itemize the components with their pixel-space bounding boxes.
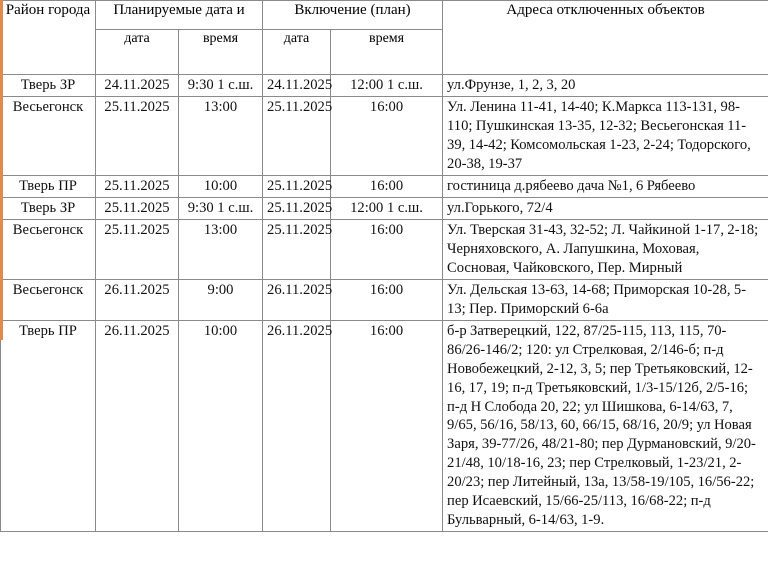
cell-district: Тверь ЗР xyxy=(1,75,96,97)
cell-restoration-date: 26.11.2025 xyxy=(263,320,331,532)
cell-district: Весьегонск xyxy=(1,279,96,320)
table-row xyxy=(1,175,768,197)
cell-shutdown-date: 26.11.2025 xyxy=(96,320,179,532)
cell-restoration-date: 25.11.2025 xyxy=(263,175,331,197)
column-header-restoration-time: время xyxy=(331,30,443,75)
cell-shutdown-time: 9:30 1 с.ш. xyxy=(179,75,263,97)
column-header-shutdown-time: время xyxy=(179,30,263,75)
cell-restoration-date: 25.11.2025 xyxy=(263,96,331,175)
cell-addresses: Ул. Ленина 11-41, 14-40; К.Маркса 113-131, 98-110; Пушкинская 13-35, 12-32; Весьегонская 11-39, 14-42; Комсомольская 1-23, 2-24; Тодорского, 20-38, 19-37 xyxy=(443,96,768,175)
cell-restoration-date: 25.11.2025 xyxy=(263,197,331,219)
cell-restoration-date: 24.11.2025 xyxy=(263,75,331,97)
cell-shutdown-time: 10:00 xyxy=(179,320,263,532)
column-header-planned-shutdown-group xyxy=(96,1,263,30)
cell-shutdown-date: 24.11.2025 xyxy=(96,75,179,97)
cell-shutdown-date: 25.11.2025 xyxy=(96,219,179,279)
table-header xyxy=(1,1,768,75)
cell-restoration-time: 12:00 1 с.ш. xyxy=(331,197,443,219)
cell-addresses: б-р Затверецкий, 122, 87/25-115, 113, 115, 70-86/26-146/2; 120: ул Стрелковая, 2/146-б; п-д Новобежецкий, 2-12, 3, 5; пер Третьяковский, 12-16, 17, 19; п-д Третьяковский, 1/3-15/12б, 2/5-16; п-д Н Слобода 20, 22; ул Шишкова, 6-14/63, 7, 9/65, 56/16, 58/13, 60, 66/15, 68/16, 20/9; ул Новая Заря, 39-77/26, 48/21-80; пер Дурмановский, 9/20-21/48, 10/18-16, 23; пер Стрелковый, 1-23/21, 2-20/23; пер Литейный, 13а, 13/58-19/105, 16/56-22; пер Исаевский, 15/66-25/113, 16/68-22; п-д Бульварный, 6-14/63, 1-9. xyxy=(443,320,768,532)
cell-shutdown-time: 9:00 xyxy=(179,279,263,320)
column-header-addresses: Адреса отключенных объектов xyxy=(443,1,768,75)
table-row xyxy=(1,96,768,175)
table-row xyxy=(1,279,768,320)
cell-shutdown-date: 26.11.2025 xyxy=(96,279,179,320)
cell-restoration-time: 12:00 1 с.ш. xyxy=(331,75,443,97)
cell-restoration-date: 25.11.2025 xyxy=(263,219,331,279)
table-row xyxy=(1,75,768,97)
cell-restoration-time: 16:00 xyxy=(331,175,443,197)
column-header-planned-shutdown-group-text: Планируемые дата и xyxy=(113,2,245,18)
cell-shutdown-date: 25.11.2025 xyxy=(96,175,179,197)
cell-shutdown-time: 9:30 1 с.ш. xyxy=(179,197,263,219)
cell-district: Тверь ПР xyxy=(1,175,96,197)
cell-shutdown-time: 13:00 xyxy=(179,219,263,279)
table-body xyxy=(1,75,768,532)
cell-district: Весьегонск xyxy=(1,96,96,175)
table-row xyxy=(1,219,768,279)
cell-restoration-time: 16:00 xyxy=(331,96,443,175)
column-header-restoration-group xyxy=(263,1,443,30)
cell-district: Тверь ЗР xyxy=(1,197,96,219)
cell-shutdown-date: 25.11.2025 xyxy=(96,96,179,175)
cell-addresses: ул.Горького, 72/4 xyxy=(443,197,768,219)
cell-district: Весьегонск xyxy=(1,219,96,279)
table-row xyxy=(1,197,768,219)
column-header-restoration-date: дата xyxy=(263,30,331,75)
cell-district: Тверь ПР xyxy=(1,320,96,532)
table-row xyxy=(1,320,768,532)
cell-addresses: ул.Фрунзе, 1, 2, 3, 20 xyxy=(443,75,768,97)
cell-restoration-time: 16:00 xyxy=(331,320,443,532)
cell-restoration-time: 16:00 xyxy=(331,279,443,320)
cell-restoration-time: 16:00 xyxy=(331,219,443,279)
cell-addresses: Ул. Тверская 31-43, 32-52; Л. Чайкиной 1-17, 2-18; Черняховского, А. Лапушкина, Моховая, Сосновая, Чайковского, Пер. Мирный xyxy=(443,219,768,279)
cell-addresses: Ул. Дельская 13-63, 14-68; Приморская 10-28, 5-13; Пер. Приморский 6-6а xyxy=(443,279,768,320)
column-header-restoration-group-text: Включение (план) xyxy=(294,2,411,18)
column-header-shutdown-date: дата xyxy=(96,30,179,75)
cell-restoration-date: 26.11.2025 xyxy=(263,279,331,320)
header-row-groups xyxy=(1,1,768,30)
cell-shutdown-date: 25.11.2025 xyxy=(96,197,179,219)
cell-shutdown-time: 13:00 xyxy=(179,96,263,175)
column-header-district: Район города xyxy=(1,1,96,75)
cell-shutdown-time: 10:00 xyxy=(179,175,263,197)
cell-addresses: гостиница д.рябеево дача №1, 6 Рябеево xyxy=(443,175,768,197)
